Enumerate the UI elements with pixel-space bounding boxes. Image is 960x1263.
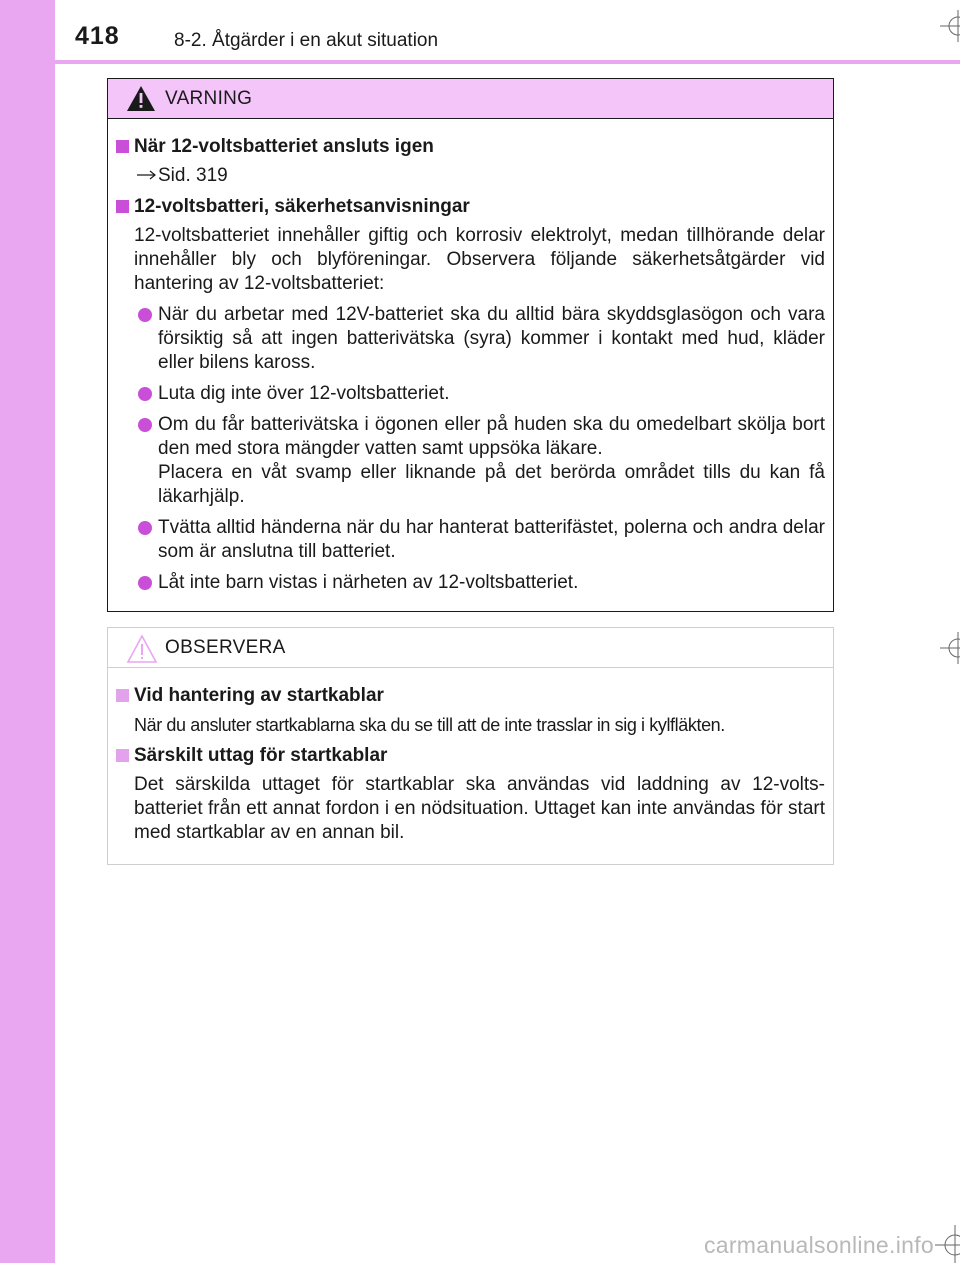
square-bullet-icon: [116, 200, 129, 213]
warning-heading-reconnect: När 12-voltsbatteriet ansluts igen: [114, 135, 825, 159]
square-bullet-icon: [116, 140, 129, 153]
warning-box: [107, 78, 834, 612]
arrow-right-icon: [134, 169, 158, 181]
warning-body: [108, 119, 833, 595]
list-item: Tvätta alltid händerna när du har hanterat batterifästet, polerna och andra delar som är anslutna till batteriet.: [114, 516, 825, 564]
bullet-dot-icon: [138, 308, 152, 322]
warning-intro: 12-voltsbatteriet innehåller giftig och korrosiv elektrolyt, medan tillhörande delar innehåller bly och blyföreningar. Observera följande säkerhetsåtgärder vid hantering av 12-voltsbatteriet:: [134, 225, 825, 294]
crosshair-mid-right-icon: [940, 632, 960, 664]
list-item: Luta dig inte över 12-voltsbatteriet.: [114, 382, 825, 406]
notice-heading-jumper: Vid hantering av startkablar: [114, 684, 825, 708]
notice-box: [107, 627, 834, 865]
notice-text-jumper: När du ansluter startkablarna ska du se till att de inte trasslar in sig i kylfläkten.: [134, 715, 725, 735]
notice-body: [108, 668, 833, 845]
crosshair-top-right-icon: [940, 10, 960, 42]
warning-heading-safety: 12-voltsbatteri, säkerhetsanvisningar: [114, 195, 825, 219]
notice-heading-terminal: Särskilt uttag för startkablar: [114, 744, 825, 768]
notice-text-terminal: Det särskilda uttaget för startkablar ska användas vid laddning av 12-volts-batteriet från ett annat fordon i en nödsituation. Uttaget kan inte användas för start med startkablar av en annan bil.: [134, 774, 825, 843]
square-bullet-icon: [116, 689, 129, 702]
crosshair-bottom-right-icon: [935, 1225, 960, 1263]
list-item: Låt inte barn vistas i närheten av 12-voltsbatteriet.: [114, 571, 825, 595]
section-title: 8-2. Åtgärder i en akut situation: [174, 30, 439, 51]
warning-triangle-icon: [126, 85, 156, 112]
list-item: Om du får batterivätska i ögonen eller på huden ska du omedelbart skölja bort den med stora mängder vatten samt uppsöka läkare. Placera en våt svamp eller liknande på det berörda området tills du kan få läkarhjälp.: [114, 413, 825, 509]
side-color-strip: [0, 0, 55, 1263]
warning-title: VARNING: [165, 88, 253, 109]
list-item: När du arbetar med 12V-batteriet ska du alltid bära skyddsglasögon och vara försiktig så att ingen batterivätska (syra) kommer i kontakt med hud, kläder eller bilens kaross.: [114, 303, 825, 375]
bullet-dot-icon: [138, 418, 152, 432]
warning-header: [108, 79, 833, 119]
notice-title: OBSERVERA: [165, 637, 286, 658]
bullet-dot-icon: [138, 521, 152, 535]
page-number: 418: [75, 22, 120, 50]
bullet-dot-icon: [138, 387, 152, 401]
header-rule: [55, 60, 960, 64]
square-bullet-icon: [116, 749, 129, 762]
notice-header: [108, 628, 833, 668]
watermark: carmanualsonline.info: [703, 1232, 934, 1258]
caution-triangle-outline-icon: [126, 634, 158, 664]
bullet-dot-icon: [138, 576, 152, 590]
page-reference[interactable]: Sid. 319: [114, 164, 825, 188]
